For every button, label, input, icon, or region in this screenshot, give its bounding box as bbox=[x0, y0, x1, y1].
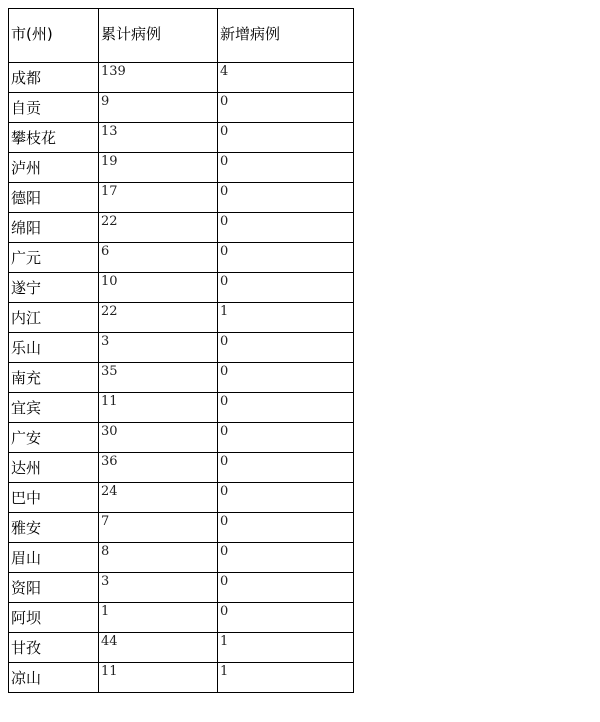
cumulative-cell: 7 bbox=[99, 513, 218, 543]
table-row bbox=[9, 393, 354, 423]
cumulative-cell: 8 bbox=[99, 543, 218, 573]
new-cell: 1 bbox=[218, 303, 354, 333]
city-cell: 南充 bbox=[9, 363, 99, 393]
new-cell: 0 bbox=[218, 153, 354, 183]
new-cell: 0 bbox=[218, 573, 354, 603]
table-row bbox=[9, 453, 354, 483]
city-cell: 巴中 bbox=[9, 483, 99, 513]
table-row bbox=[9, 363, 354, 393]
new-cell: 0 bbox=[218, 423, 354, 453]
city-cell: 绵阳 bbox=[9, 213, 99, 243]
new-cell: 4 bbox=[218, 63, 354, 93]
city-cell: 成都 bbox=[9, 63, 99, 93]
new-cell: 0 bbox=[218, 243, 354, 273]
city-cell: 凉山 bbox=[9, 663, 99, 693]
cumulative-cell: 36 bbox=[99, 453, 218, 483]
table-row bbox=[9, 183, 354, 213]
cumulative-cell: 3 bbox=[99, 333, 218, 363]
table-row bbox=[9, 333, 354, 363]
table-row bbox=[9, 93, 354, 123]
city-cell: 眉山 bbox=[9, 543, 99, 573]
city-cell: 自贡 bbox=[9, 93, 99, 123]
new-cell: 0 bbox=[218, 333, 354, 363]
cumulative-cell: 24 bbox=[99, 483, 218, 513]
new-cell: 0 bbox=[218, 543, 354, 573]
cumulative-cell: 9 bbox=[99, 93, 218, 123]
cumulative-cell: 30 bbox=[99, 423, 218, 453]
new-cell: 0 bbox=[218, 363, 354, 393]
cumulative-cell: 13 bbox=[99, 123, 218, 153]
cumulative-cell: 17 bbox=[99, 183, 218, 213]
cumulative-cell: 139 bbox=[99, 63, 218, 93]
table-header bbox=[9, 9, 354, 63]
table-row bbox=[9, 513, 354, 543]
city-cell: 内江 bbox=[9, 303, 99, 333]
cumulative-cell: 19 bbox=[99, 153, 218, 183]
cumulative-cell: 6 bbox=[99, 243, 218, 273]
city-cell: 宜宾 bbox=[9, 393, 99, 423]
city-cell: 广安 bbox=[9, 423, 99, 453]
cumulative-cell: 11 bbox=[99, 393, 218, 423]
table-row bbox=[9, 603, 354, 633]
city-cell: 乐山 bbox=[9, 333, 99, 363]
table-body bbox=[9, 63, 354, 693]
new-cell: 0 bbox=[218, 213, 354, 243]
city-cell: 广元 bbox=[9, 243, 99, 273]
cumulative-cell: 10 bbox=[99, 273, 218, 303]
new-cell: 0 bbox=[218, 453, 354, 483]
table-row bbox=[9, 123, 354, 153]
new-cell: 0 bbox=[218, 513, 354, 543]
table-row bbox=[9, 243, 354, 273]
cumulative-cell: 22 bbox=[99, 303, 218, 333]
new-cell: 1 bbox=[218, 663, 354, 693]
cumulative-cell: 35 bbox=[99, 363, 218, 393]
table-row bbox=[9, 153, 354, 183]
new-cell: 0 bbox=[218, 603, 354, 633]
new-cell: 0 bbox=[218, 483, 354, 513]
header-new: 新增病例 bbox=[218, 9, 354, 63]
table-row bbox=[9, 273, 354, 303]
cases-table bbox=[8, 8, 354, 693]
table-row bbox=[9, 633, 354, 663]
cumulative-cell: 11 bbox=[99, 663, 218, 693]
header-city: 市(州) bbox=[9, 9, 99, 63]
new-cell: 0 bbox=[218, 273, 354, 303]
cumulative-cell: 22 bbox=[99, 213, 218, 243]
header-cumulative: 累计病例 bbox=[99, 9, 218, 63]
city-cell: 阿坝 bbox=[9, 603, 99, 633]
cumulative-cell: 44 bbox=[99, 633, 218, 663]
new-cell: 1 bbox=[218, 633, 354, 663]
city-cell: 雅安 bbox=[9, 513, 99, 543]
table-row bbox=[9, 63, 354, 93]
table-row bbox=[9, 213, 354, 243]
new-cell: 0 bbox=[218, 93, 354, 123]
new-cell: 0 bbox=[218, 183, 354, 213]
table-row bbox=[9, 423, 354, 453]
cumulative-cell: 1 bbox=[99, 603, 218, 633]
new-cell: 0 bbox=[218, 123, 354, 153]
city-cell: 甘孜 bbox=[9, 633, 99, 663]
header-row bbox=[9, 9, 354, 63]
city-cell: 资阳 bbox=[9, 573, 99, 603]
city-cell: 达州 bbox=[9, 453, 99, 483]
cumulative-cell: 3 bbox=[99, 573, 218, 603]
city-cell: 德阳 bbox=[9, 183, 99, 213]
table-row bbox=[9, 303, 354, 333]
city-cell: 遂宁 bbox=[9, 273, 99, 303]
city-cell: 泸州 bbox=[9, 153, 99, 183]
table-row bbox=[9, 663, 354, 693]
city-cell: 攀枝花 bbox=[9, 123, 99, 153]
table-row bbox=[9, 483, 354, 513]
table-row bbox=[9, 573, 354, 603]
new-cell: 0 bbox=[218, 393, 354, 423]
table-row bbox=[9, 543, 354, 573]
